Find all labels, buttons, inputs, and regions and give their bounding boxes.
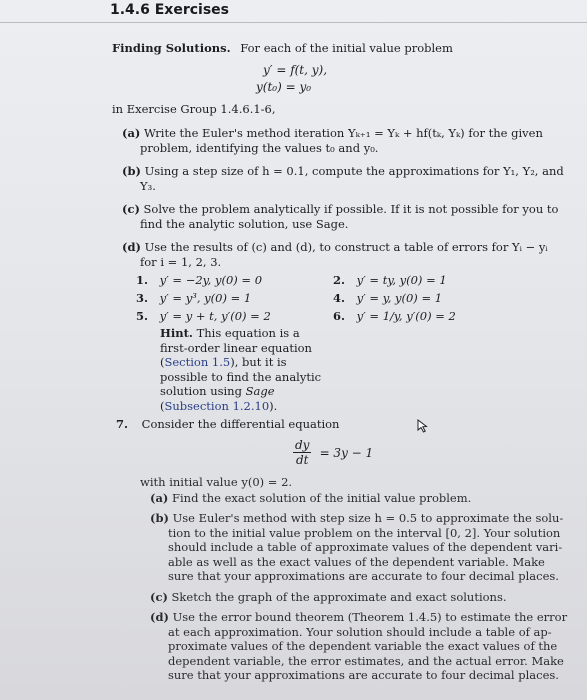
problem-1-num: 1.	[136, 273, 149, 287]
part-d-line2: for i = 1, 2, 3.	[140, 255, 222, 269]
part-b-label: (b)	[122, 164, 141, 178]
ex7-part-a-text: Find the exact solution of the initial value problem.	[172, 491, 472, 505]
ex7-part-b	[150, 511, 563, 584]
part-d-line1: Use the results of (c) and (d), to construct a table of errors for Yᵢ − yᵢ	[144, 240, 548, 254]
derivative-fraction	[293, 438, 311, 467]
problem-6-text: y′ = 1/y, y′(0) = 2	[356, 309, 456, 323]
part-a-line2: problem, identifying the values t₀ and y₀.	[140, 141, 379, 155]
ivp-equation-2: y(t₀) = y₀	[256, 80, 312, 94]
problem-2-text: y′ = ty, y(0) = 1	[356, 273, 447, 287]
equation-rhs: = 3y − 1	[319, 445, 374, 460]
part-b-line1: Using a step size of h = 0.1, compute the approximations for Y₁, Y₂, and	[144, 164, 564, 178]
intro-line	[112, 41, 453, 56]
exercise-7-lead	[116, 417, 339, 432]
problem-5-num: 5.	[136, 309, 149, 323]
exercise-7-num: 7.	[116, 417, 129, 431]
ex7-part-a-label: (a)	[150, 491, 169, 505]
problem-5	[136, 309, 271, 324]
part-c	[122, 202, 558, 232]
part-c-line2: find the analytic solution, use Sage.	[140, 217, 349, 231]
hint-block	[160, 326, 321, 413]
ex7-part-b-line3: should include a table of approximate values of the dependent vari-	[168, 540, 563, 554]
intro-text: For each of the initial value problem	[240, 41, 453, 55]
ex7-part-d-line5: sure that your approximations are accurate to four decimal places.	[168, 668, 559, 682]
part-a	[122, 126, 543, 156]
ex7-part-b-line5: sure that your approximations are accurate to four decimal places.	[168, 569, 559, 583]
ex7-part-d-line2: at each approximation. Your solution should include a table of ap-	[168, 624, 552, 639]
part-b	[122, 164, 564, 194]
part-d	[122, 240, 548, 270]
problem-1-text: y′ = −2y, y(0) = 0	[159, 273, 263, 287]
problem-3	[136, 291, 251, 306]
hint-line-3-open: (	[160, 355, 165, 369]
ex7-part-c-label: (c)	[150, 590, 168, 604]
problem-4-num: 4.	[333, 291, 346, 305]
ex7-part-b-line2: tion to the initial value problem on the interval [0, 2]. Your solution	[168, 525, 561, 540]
ex7-part-a	[150, 491, 471, 506]
subsection-1-2-10-link[interactable]: Subsection 1.2.10	[164, 398, 270, 413]
ex7-part-b-line1: Use Euler's method with step size h = 0.5 to approximate the solu-	[172, 511, 564, 525]
differential-equation	[293, 438, 373, 467]
problem-6-num: 6.	[333, 309, 346, 323]
exercise-group-label: in Exercise Group 1.4.6.1-6,	[112, 102, 276, 116]
ex7-part-d	[150, 610, 567, 683]
ivp-equation-1: y′ = f(t, y),	[263, 63, 328, 77]
ex7-part-d-line1: Use the error bound theorem (Theorem 1.4.5) to estimate the error	[172, 610, 568, 624]
part-d-label: (d)	[122, 240, 141, 254]
hint-line-6-open: (	[160, 398, 165, 413]
section-title: 1.4.6 Exercises	[110, 2, 229, 18]
hint-line-6-rest: ).	[269, 398, 278, 413]
problem-3-text: y′ = y³, y(0) = 1	[159, 291, 252, 305]
part-a-line1: Write the Euler's method iteration Yₖ₊₁ = Yₖ + hf(tₖ, Yₖ) for the given	[144, 126, 543, 140]
ex7-part-d-line4: dependent variable, the error estimates, and the actual error. Make	[168, 653, 564, 668]
ex7-part-c	[150, 590, 507, 605]
frac-denominator: dt	[295, 453, 309, 467]
ex7-part-d-label: (d)	[150, 610, 169, 624]
frac-numerator: dy	[295, 438, 310, 452]
hint-sage: Sage	[245, 384, 275, 398]
problem-2	[333, 273, 447, 288]
part-c-label: (c)	[122, 202, 140, 216]
part-a-label: (a)	[122, 126, 141, 140]
ex7-part-d-line3: proximate values of the dependent variable the exact values of the	[168, 639, 558, 653]
title-divider	[0, 22, 587, 23]
problem-3-num: 3.	[136, 291, 149, 305]
hint-line-2: first-order linear equation	[160, 340, 312, 355]
hint-line-4: possible to find the analytic	[160, 369, 322, 384]
section-1-5-link[interactable]: Section 1.5	[164, 355, 231, 369]
exercise-7-text: Consider the differential equation	[141, 417, 340, 431]
problem-2-num: 2.	[333, 273, 346, 287]
hint-line-3-rest: ), but it is	[230, 355, 287, 369]
problem-4-text: y′ = y, y(0) = 1	[356, 291, 443, 305]
part-b-line2: Y₃.	[140, 179, 156, 193]
initial-value: with initial value y(0) = 2.	[140, 475, 293, 489]
ex7-part-b-label: (b)	[150, 511, 169, 525]
hint-line-5: solution using	[160, 384, 246, 398]
problem-6	[333, 309, 456, 324]
hint-label: Hint.	[160, 326, 193, 340]
part-c-line1: Solve the problem analytically if possible. If it is not possible for you to	[143, 202, 559, 216]
problem-5-text: y′ = y + t, y′(0) = 2	[159, 309, 271, 323]
ex7-part-c-text: Sketch the graph of the approximate and exact solutions.	[171, 590, 507, 604]
intro-heading: Finding Solutions.	[112, 41, 231, 55]
hint-line-1: This equation is a	[196, 326, 300, 340]
problem-4	[333, 291, 442, 306]
ex7-part-b-line4: able as well as the exact values of the dependent variable. Make	[168, 554, 545, 569]
mouse-pointer-icon	[417, 419, 431, 433]
problem-1	[136, 273, 262, 288]
